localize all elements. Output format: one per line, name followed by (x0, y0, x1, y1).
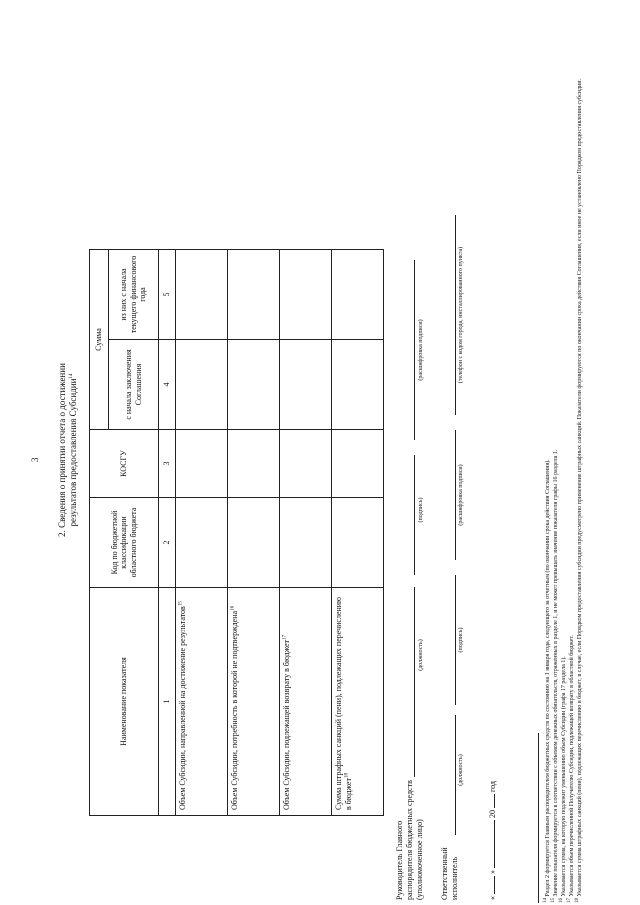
executor-position-caption: (должность) (458, 754, 464, 786)
column-number: 5 (159, 250, 176, 340)
cell-sum-current-year (280, 250, 332, 340)
table-row (332, 250, 384, 816)
column-number: 1 (159, 588, 176, 816)
header-sum-from-start: с начала заключения Соглашения (109, 340, 159, 430)
page-number: 3 (30, 457, 40, 462)
date-line: « » 20 год (488, 781, 497, 900)
section-title (57, 225, 79, 675)
header-sum: Сумма (90, 250, 109, 430)
executor-signature-line (455, 575, 456, 705)
cell-sum-from-start (176, 340, 228, 430)
executor-phone-caption: (телефон с кодом города, инсталлированного пункта) (458, 246, 464, 384)
footnote-item: $^{17}$ Указывается объем перечисленной Получателю Субсидии, подлежащей возврату в областной бюджет. (566, 635, 575, 903)
executor-signature-caption: (подпись) (458, 627, 464, 653)
column-number: 4 (159, 340, 176, 430)
cell-sum-from-start (280, 340, 332, 430)
head-signature-label: Руководитель Главного распорядителя бюджетных средств (уполномоченное лицо) (395, 780, 424, 900)
cell-sum-current-year (332, 250, 384, 340)
cell-sum-from-start (332, 340, 384, 430)
footnote-ref: 18 (343, 773, 349, 779)
cell-code (280, 498, 332, 588)
header-kosgu: КОСГУ (90, 430, 159, 498)
report-table (89, 249, 384, 816)
footnote-ref: 17 (282, 634, 288, 640)
footnote-item: $^{18}$ Указывается сумма штрафных санкций (пени), подлежащих перечислению в бюджет, в случае, если Порядком предоставления субсидии предусмотрено применение штрафных санкций. Показатели формируются по окончании срока действия Соглашения, если иное не установлено Порядком предоставления субсидии. (574, 79, 583, 903)
executor-decoding-caption: (расшифровка подписи) (458, 464, 464, 526)
table-row (176, 250, 228, 816)
column-number: 3 (159, 430, 176, 498)
cell-sum-from-start (228, 340, 280, 430)
head-signature-caption: (подпись) (418, 497, 424, 523)
head-position-caption: (должность) (418, 639, 424, 671)
row-label: Объем Субсидии, потребность в которой не подтверждена$^{16}$ (228, 588, 280, 816)
header-code: Код по бюджетной классификации областного бюджета (90, 498, 159, 588)
executor-signature-label: Ответственный исполнитель (440, 847, 459, 900)
date-month-field (494, 820, 495, 868)
head-position-line (414, 587, 415, 777)
cell-kosgu (176, 430, 228, 498)
executor-decoding-line (455, 430, 456, 560)
footnote-separator (538, 733, 539, 903)
date-day-field (494, 876, 495, 894)
footnote-item: $^{15}$ Значение показателя формируется в соответствии с объемом денежных обязательств, отраженных в разделе 1, и не может превышать значение показателя графы 16 раздела 1. (550, 449, 559, 903)
column-number: 2 (159, 498, 176, 588)
cell-sum-current-year (228, 250, 280, 340)
executor-phone-line (455, 215, 456, 415)
footnote-ref: 14 (69, 373, 74, 379)
footnote-ref: 16 (230, 605, 236, 611)
cell-code (176, 498, 228, 588)
cell-sum-current-year (176, 250, 228, 340)
header-sum-current-year: из них с начала текущего финансового года (109, 250, 159, 340)
head-decoding-caption: (расшифровка подписи) (418, 319, 424, 381)
row-label: Объем Субсидии, направленной на достижение результатов$^{15}$ (176, 588, 228, 816)
date-year-field (494, 794, 495, 808)
row-label: Объем Субсидии, подлежащей возврату в бюджет$^{17}$ (280, 588, 332, 816)
footnote-item: $^{14}$ Раздел 2 формируется Главным распорядителем бюджетных средств по состоянию на 1 января года, следующего за отчетным (по окончании срока действия Соглашения). (543, 459, 551, 903)
header-row-1 (90, 250, 109, 816)
column-number-row (159, 250, 176, 816)
footnote-ref: 15 (178, 601, 184, 607)
row-label: Сумма штрафных санкций (пени), подлежащих перечислению в бюджет$^{18}$ (332, 588, 384, 816)
table-row (228, 250, 280, 816)
cell-kosgu (332, 430, 384, 498)
head-decoding-line (414, 260, 415, 440)
executor-position-line (455, 715, 456, 835)
table-row (280, 250, 332, 816)
footnote-item: $^{16}$ Указывается сумма, на которую подлежит уменьшению объем Субсидии (графа 17 раздела 1). (558, 656, 567, 903)
cell-kosgu (228, 430, 280, 498)
head-signature-line (414, 455, 415, 575)
footnotes (545, 8, 585, 903)
header-name: Наименование показателя (90, 588, 159, 816)
cell-kosgu (280, 430, 332, 498)
section-title-line2: результатов предоставления Субсидии$^{14}$ (68, 373, 78, 527)
cell-code (228, 498, 280, 588)
section-title-line1: 2. Сведения о принятии отчета о достижении (57, 363, 67, 537)
cell-code (332, 498, 384, 588)
